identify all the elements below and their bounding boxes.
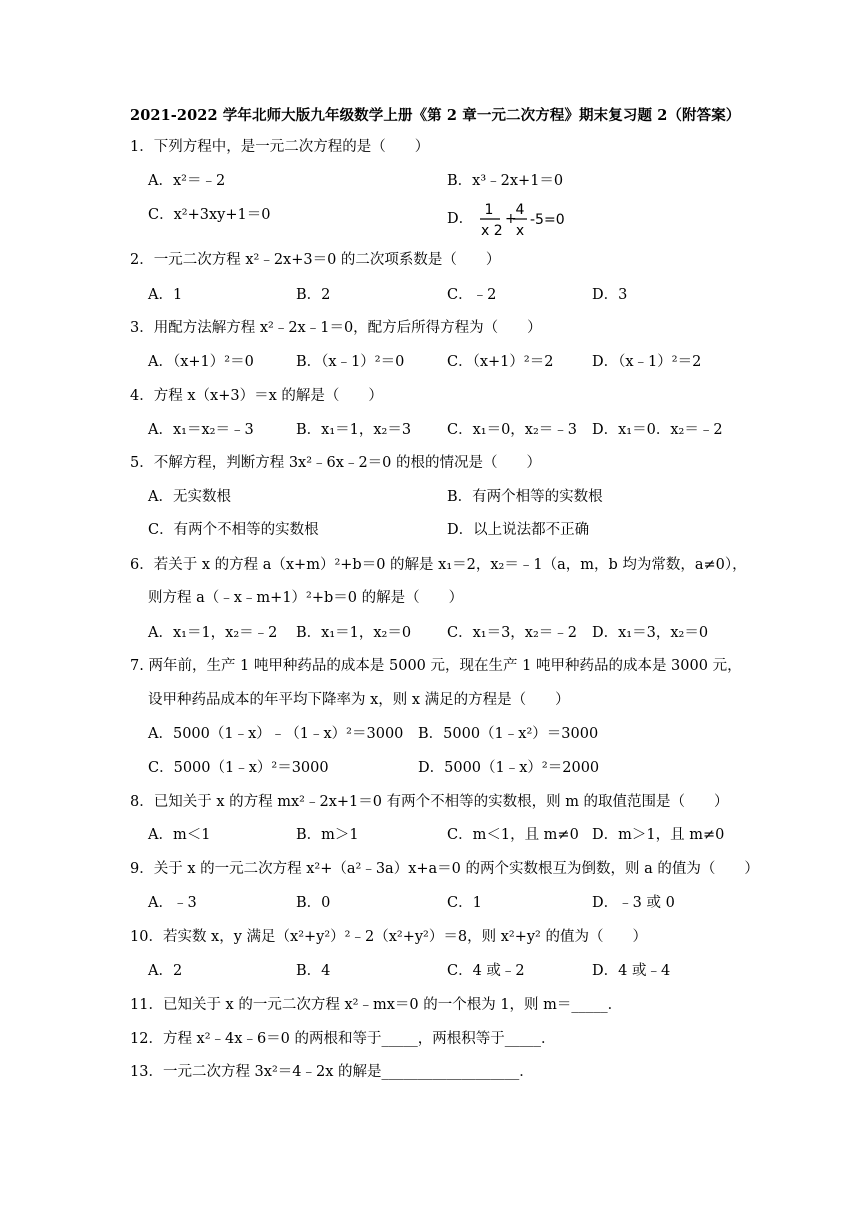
question-5-stem: 5．不解方程，判断方程 3x²﹣6x﹣2＝0 的根的情况是（ ） <box>130 455 542 471</box>
question-3-option-a: A．（x+1）²＝0 <box>148 354 254 370</box>
question-8-option-d: D．m＞1，且 m≠0 <box>592 827 725 843</box>
question-12-stem: 12．方程 x²﹣4x﹣6＝0 的两根和等于_____，两根积等于_____． <box>130 1031 556 1047</box>
question-7-stem-line2: 设甲种药品成本的年平均下降率为 x，则 x 满足的方程是（ ） <box>148 692 570 708</box>
option-d-equation-image <box>478 200 590 238</box>
question-7-option-a: A．5000（1﹣x）﹣（1﹣x）²＝3000 <box>148 726 404 742</box>
question-2-option-d: D．3 <box>592 287 628 303</box>
question-13-stem: 13．一元二次方程 3x²＝4﹣2x 的解是___________________． <box>130 1064 534 1080</box>
question-1-option-c: C．x²+3xy+1＝0 <box>148 207 271 223</box>
question-6-stem: 6．若关于 x 的方程 a（x+m）²+b＝0 的解是 x₁＝2，x₂＝﹣1（a，m，b 均为常数，a≠0）， <box>130 557 747 573</box>
question-6-option-a: A．x₁＝1，x₂＝﹣2 <box>148 625 278 641</box>
question-7-option-d: D．5000（1﹣x）²＝2000 <box>418 760 600 776</box>
question-10-option-c: C．4 或﹣2 <box>447 963 525 979</box>
svg-text:+: + <box>504 211 517 227</box>
question-4-option-a: A．x₁＝x₂＝﹣3 <box>148 422 254 438</box>
question-4-option-c: C．x₁＝0，x₂＝﹣3 <box>447 422 578 438</box>
question-4-option-b: B．x₁＝1，x₂＝3 <box>296 422 412 438</box>
question-6-option-d: D．x₁＝3，x₂＝0 <box>592 625 709 641</box>
question-7-stem: 7. 两年前，生产 1 吨甲种药品的成本是 5000 元，现在生产 1 吨甲种药品的成本是 3000 元， <box>130 658 742 674</box>
question-5-option-c: C．有两个不相等的实数根 <box>148 522 319 538</box>
question-8-option-b: B．m＞1 <box>296 827 359 843</box>
question-3-stem: 3．用配方法解方程 x²﹣2x﹣1＝0，配方后所得方程为（ ） <box>130 320 542 336</box>
question-1-stem: 1．下列方程中，是一元二次方程的是（ ） <box>130 139 430 155</box>
question-3-option-b: B．（x﹣1）²＝0 <box>296 354 405 370</box>
question-8-option-c: C．m＜1，且 m≠0 <box>447 827 579 843</box>
frac2-denominator: x <box>515 223 524 238</box>
document-title: 2021-2022 学年北师大版九年级数学上册《第 2 章一元二次方程》期末复习题 2（附答案） <box>130 107 741 124</box>
question-10-option-a: A．2 <box>148 963 183 979</box>
question-8-stem: 8．已知关于 x 的方程 mx²﹣2x+1＝0 有两个不相等的实数根，则 m 的取值范围是（ ） <box>130 794 729 810</box>
question-10-stem: 10．若实数 x，y 满足（x²+y²）²﹣2（x²+y²）＝8，则 x²+y² 的值为（ ） <box>130 929 647 945</box>
question-6-option-b: B．x₁＝1，x₂＝0 <box>296 625 412 641</box>
question-2-option-a: A．1 <box>148 287 183 303</box>
question-9-option-a: A．﹣3 <box>148 895 197 911</box>
question-9-stem: 9．关于 x 的一元二次方程 x²+（a²﹣3a）x+a＝0 的两个实数根互为倒数，则 a 的值为（ ） <box>130 861 759 877</box>
question-5-option-d: D．以上说法都不正确 <box>447 522 590 538</box>
question-1-option-a: A．x²＝﹣2 <box>148 173 226 189</box>
frac1-numerator: 1 <box>484 202 494 218</box>
question-1-option-b: B．x³﹣2x+1＝0 <box>447 173 564 189</box>
question-4-option-d: D．x₁＝0．x₂＝﹣2 <box>592 422 723 438</box>
question-11-stem: 11．已知关于 x 的一元二次方程 x²﹣mx＝0 的一个根为 1，则 m＝_____． <box>130 997 623 1013</box>
question-10-option-d: D．4 或﹣4 <box>592 963 671 979</box>
question-2-option-b: B．2 <box>296 287 331 303</box>
question-1-option-d-label: D． <box>447 211 474 227</box>
frac2-numerator: 4 <box>515 202 525 218</box>
question-9-option-c: C．1 <box>447 895 482 911</box>
question-2-stem: 2．一元二次方程 x²﹣2x+3＝0 的二次项系数是（ ） <box>130 252 501 268</box>
question-4-stem: 4．方程 x（x+3）＝x 的解是（ ） <box>130 388 383 404</box>
question-9-option-b: B．0 <box>296 895 331 911</box>
question-2-option-c: C．﹣2 <box>447 287 497 303</box>
question-7-option-b: B．5000（1﹣x²）＝3000 <box>418 726 599 742</box>
question-9-option-d: D．﹣3 或 0 <box>592 895 675 911</box>
question-6-stem-line2: 则方程 a（﹣x﹣m+1）²+b＝0 的解是（ ） <box>148 590 464 606</box>
question-10-option-b: B．4 <box>296 963 331 979</box>
question-5-option-a: A．无实数根 <box>148 489 231 505</box>
question-3-option-c: C．（x+1）²＝2 <box>447 354 554 370</box>
question-8-option-a: A．m＜1 <box>148 827 211 843</box>
question-7-option-c: C．5000（1﹣x）²＝3000 <box>148 760 329 776</box>
question-6-option-c: C．x₁＝3，x₂＝﹣2 <box>447 625 578 641</box>
question-5-option-b: B．有两个相等的实数根 <box>447 489 603 505</box>
equation-tail: -5=0 <box>529 212 565 228</box>
question-1-option-d <box>447 200 590 238</box>
question-3-option-d: D．（x﹣1）²＝2 <box>592 354 702 370</box>
frac1-denominator: x 2 <box>480 223 503 238</box>
